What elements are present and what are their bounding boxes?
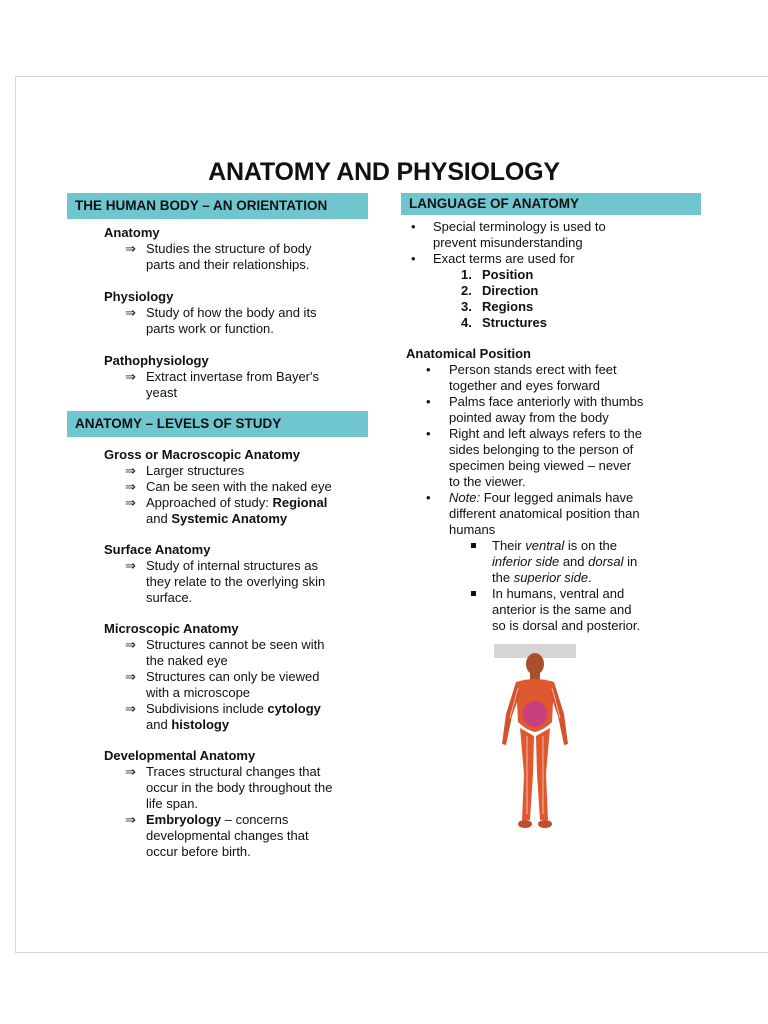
position-bullet-2: • Palms face anteriorly with thumbs pointed away from the body <box>401 394 701 426</box>
surface-anatomy-heading: Surface Anatomy <box>104 542 211 557</box>
microscopic-anatomy-section <box>67 621 368 733</box>
language-bullet-2: • Exact terms are used for <box>401 251 701 267</box>
developmental-point-1: ⇒ Traces structural changes that occur in the body throughout the life span. <box>125 764 368 812</box>
position-bullet-1: • Person stands erect with feet together and eyes forward <box>401 362 701 394</box>
microscopic-anatomy-heading: Microscopic Anatomy <box>104 621 239 636</box>
gross-point-2: ⇒ Can be seen with the naked eye <box>125 479 368 495</box>
physiology-heading: Physiology <box>104 289 174 304</box>
section-banner-language: LANGUAGE OF ANATOMY <box>401 193 701 215</box>
term-structures: 4. Structures <box>461 315 548 330</box>
anatomical-position-heading: Anatomical Position <box>406 346 531 361</box>
section-banner-orientation: THE HUMAN BODY – AN ORIENTATION <box>67 193 368 219</box>
developmental-anatomy-section <box>67 748 368 860</box>
physiology-section <box>67 289 368 337</box>
term-direction: 2. Direction <box>461 283 539 298</box>
pathophysiology-heading: Pathophysiology <box>104 353 209 368</box>
position-bullet-3: • Right and left always refers to the sides belonging to the person of specimen being viewed – never to the viewer. <box>401 426 701 490</box>
gross-point-3: ⇒ Approached of study: Regional and Systemic Anatomy <box>125 495 368 527</box>
human-body-figure-icon <box>494 644 576 834</box>
surface-point: ⇒ Study of internal structures as they relate to the overlying skin surface. <box>125 558 368 606</box>
surface-anatomy-section <box>67 542 368 606</box>
page-title: ANATOMY AND PHYSIOLOGY <box>208 158 560 186</box>
anatomy-point: ⇒ Studies the structure of body parts and their relationships. <box>125 241 368 273</box>
microscopic-point-2: ⇒ Structures can only be viewed with a microscope <box>125 669 368 701</box>
term-regions: 3. Regions <box>461 299 534 314</box>
language-section <box>401 219 701 331</box>
anatomy-heading: Anatomy <box>104 225 160 240</box>
language-bullet-1: • Special terminology is used to prevent misunderstanding <box>401 219 701 251</box>
position-note: • Note: Four legged animals have different anatomical position than humans <box>401 490 701 538</box>
note-subpoint-1: Their ventral is on the inferior side and dorsal in the superior side. <box>401 538 701 586</box>
pathophysiology-section <box>67 353 368 401</box>
pathophysiology-point: ⇒ Extract invertase from Bayer's yeast <box>125 369 368 401</box>
microscopic-point-1: ⇒ Structures cannot be seen with the naked eye <box>125 637 368 669</box>
microscopic-point-3: ⇒ Subdivisions include cytology and histology <box>125 701 368 733</box>
anatomy-section <box>67 225 368 273</box>
note-subpoint-2: In humans, ventral and anterior is the same and so is dorsal and posterior. <box>401 586 701 634</box>
gross-point-1: ⇒ Larger structures <box>125 463 368 479</box>
gross-anatomy-heading: Gross or Macroscopic Anatomy <box>104 447 301 462</box>
gross-anatomy-section <box>67 447 368 527</box>
anatomical-position-section <box>401 346 701 634</box>
physiology-point: ⇒ Study of how the body and its parts work or function. <box>125 305 368 337</box>
term-position: 1. Position <box>461 267 534 282</box>
right-column <box>401 193 701 634</box>
section-banner-levels: ANATOMY – LEVELS OF STUDY <box>67 411 368 437</box>
developmental-point-2: ⇒ Embryology – concerns developmental changes that occur before birth. <box>125 812 368 860</box>
left-column <box>67 193 368 860</box>
developmental-anatomy-heading: Developmental Anatomy <box>104 748 256 763</box>
